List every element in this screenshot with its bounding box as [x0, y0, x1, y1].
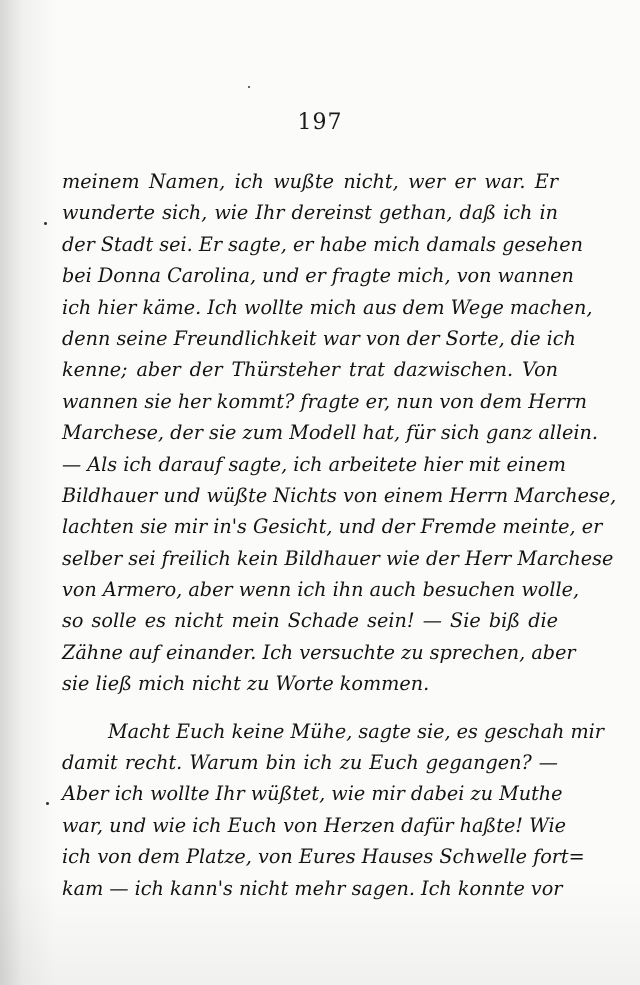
text-line: von Armero, aber wenn ich ihn auch besuchen wolle,: [62, 578, 580, 602]
text-line: der Stadt sei. Er sagte, er habe mich damals gesehen: [62, 232, 583, 256]
paragraph: [62, 166, 617, 700]
text-line: ich von dem Platze, von Eures Hauses Schwelle fort=: [62, 845, 585, 869]
text-line: Aber ich wollte Ihr wüßtet, wie mir dabei zu Muthe: [62, 782, 563, 806]
text-line: bei Donna Carolina, und er fragte mich, von wannen: [62, 264, 574, 288]
text-line: war, und wie ich Euch von Herzen dafür haßte! Wie: [62, 813, 566, 837]
text-line: so solle es nicht mein Schade sein! — Sie biß die: [62, 609, 558, 633]
text-line: selber sei freilich kein Bildhauer wie der Herr Marchese: [62, 546, 614, 570]
paragraph-gap: [62, 700, 558, 716]
text-line: kenne; aber der Thürsteher trat dazwischen. Von: [62, 358, 558, 382]
page-body-text: [62, 166, 617, 904]
print-speck: [248, 86, 250, 88]
text-line: Marchese, der sie zum Modell hat, für sich ganz allein.: [62, 421, 599, 445]
paragraph: [62, 716, 604, 904]
print-speck: [46, 802, 49, 805]
text-line: denn seine Freundlichkeit war von der Sorte, die ich: [62, 326, 576, 350]
text-line: kam — ich kann's nicht mehr sagen. Ich konnte vor: [62, 876, 563, 900]
text-line: meinem Namen, ich wußte nicht, wer er war. Er: [62, 170, 558, 193]
text-line: lachten sie mir in's Gesicht, und der Fremde meinte, er: [62, 515, 603, 539]
text-line: Macht Euch keine Mühe, sagte sie, es geschah mir: [108, 719, 604, 743]
text-line: Bildhauer und wüßte Nichts von einem Herrn Marchese,: [62, 483, 617, 507]
text-line: — Als ich darauf sagte, ich arbeitete hier mit einem: [62, 452, 566, 476]
print-speck: [44, 222, 47, 225]
text-line: sie ließ mich nicht zu Worte kommen.: [62, 672, 430, 696]
page-number: 197: [297, 110, 343, 135]
text-line: Zähne auf einander. Ich versuchte zu sprechen, aber: [62, 640, 576, 664]
text-line: wannen sie her kommt? fragte er, nun von dem Herrn: [62, 389, 587, 413]
text-line: wunderte sich, wie Ihr dereinst gethan, daß ich in: [62, 201, 558, 225]
text-line: ich hier käme. Ich wollte mich aus dem Wege machen,: [62, 295, 593, 319]
text-line: damit recht. Warum bin ich zu Euch gegangen? —: [62, 751, 558, 775]
